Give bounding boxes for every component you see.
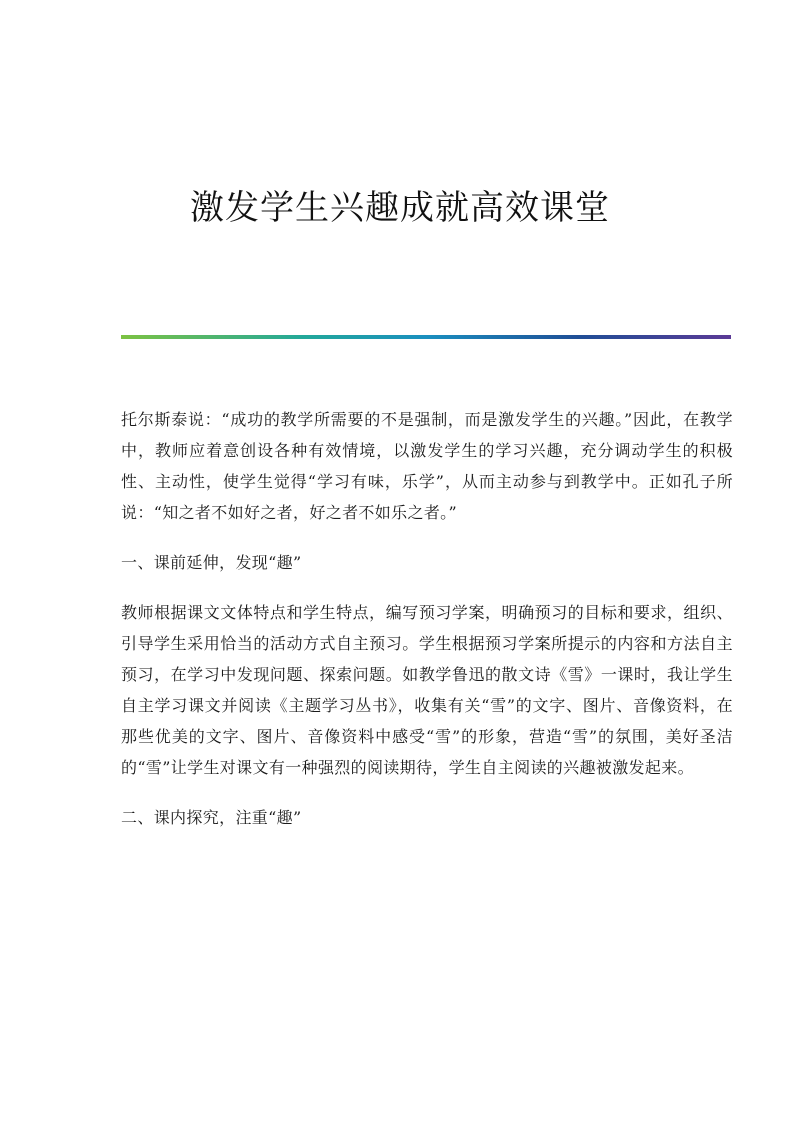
document-title: 激发学生兴趣成就高效课堂 bbox=[190, 188, 610, 228]
intro-paragraph: 托尔斯泰说：“成功的教学所需要的不是强制，而是激发学生的兴趣。”因此，在教学中，教师应着意创设各种有效情境，以激发学生的学习兴趣，充分调动学生的积极性、主动性，使学生觉得“学习有味，乐学”，从而主动参与到教学中。正如孔子所说：“知之者不如好之者，好之者不如乐之者。” bbox=[121, 410, 733, 522]
title-divider bbox=[121, 335, 731, 339]
document-body bbox=[121, 404, 733, 852]
section-2-heading: 二、课内探究，注重“趣” bbox=[121, 808, 302, 827]
section-1-paragraph: 教师根据课文文体特点和学生特点，编写预习学案，明确预习的目标和要求，组织、引导学生采用恰当的活动方式自主预习。学生根据预习学案所提示的内容和方法自主预习，在学习中发现问题、探索问题。如教学鲁迅的散文诗《雪》一课时，我让学生自主学习课文并阅读《主题学习丛书》，收集有关“雪”的文字、图片、音像资料，在那些优美的文字、图片、音像资料中感受“雪”的形象，营造“雪”的氛围，美好圣洁的“雪”让学生对课文有一种强烈的阅读期待，学生自主阅读的兴趣被激发起来。 bbox=[121, 603, 733, 777]
section-1-heading: 一、课前延伸，发现“趣” bbox=[121, 553, 302, 572]
